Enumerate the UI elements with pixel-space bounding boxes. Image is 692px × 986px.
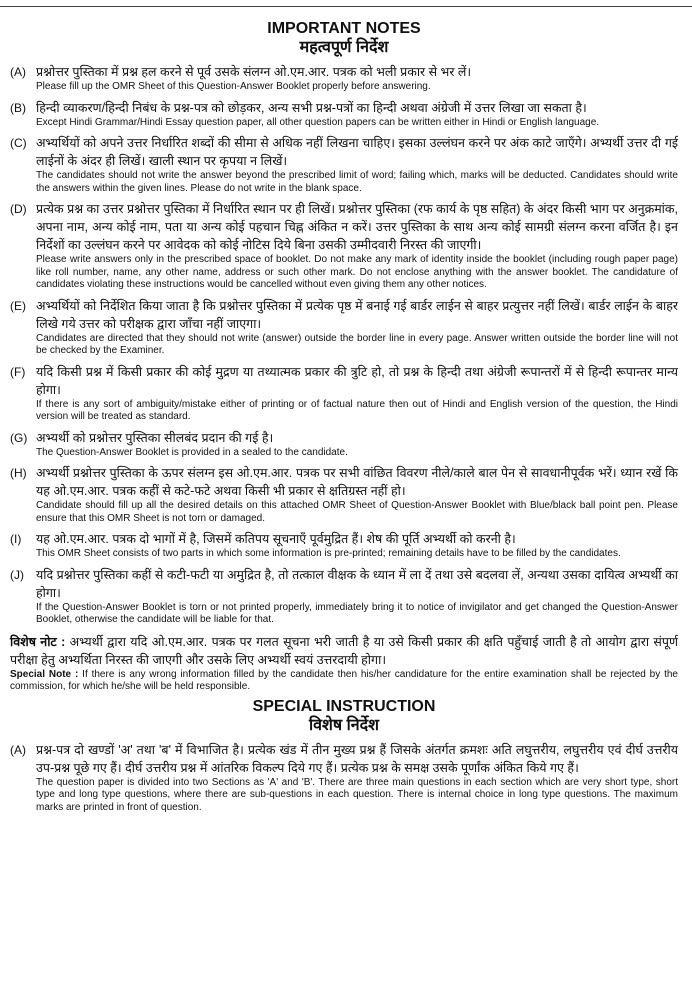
instruction-item bbox=[10, 99, 678, 130]
instruction-item bbox=[10, 134, 678, 195]
special-instruction-subtitle: विशेष निर्देश bbox=[308, 716, 379, 734]
instruction-body bbox=[36, 566, 678, 627]
instruction-hindi-text: प्रश्न-पत्र दो खण्डों 'अ' तथा 'ब' में विभाजित है। प्रत्येक खंड में तीन मुख्य प्रश्न हैं जिसके अंतर्गत क्रमशः अति लघुत्तरीय, लघुत्तरीय एवं दीर्घ उत्तरीय उप-प्रश्न पूछे गए हैं। दीर्घ उत्तरीय प्रश्न में आंतरिक विकल्प दिये गए हैं। प्रत्येक प्रश्न के समक्ष उसके पूर्णांक अंकित किये गए हैं। bbox=[36, 742, 678, 775]
instruction-body bbox=[36, 134, 678, 195]
instruction-letter: (A) bbox=[10, 742, 26, 757]
instruction-body bbox=[36, 99, 678, 130]
instruction-letter: (F) bbox=[10, 364, 26, 379]
instruction-item bbox=[10, 464, 678, 525]
instruction-letter: (J) bbox=[10, 567, 24, 582]
instruction-english-text: If the Question-Answer Booklet is torn or not printed properly, immediately bring it to notice of invigilator and get changed the Question-Answer Booklet, otherwise the candidate will be liable for that. bbox=[36, 601, 678, 625]
instruction-english-text: The question paper is divided into two Sections as 'A' and 'B'. There are three main questions in each section which are very short type, short type and long type questions, where there are sub-questions in each question. There is internal choice in long type questions. The maximum marks are printed in front of question. bbox=[36, 776, 678, 813]
special-instruction-list bbox=[10, 741, 678, 815]
instruction-hindi-text: प्रश्नोत्तर पुस्तिका में प्रश्न हल करने से पूर्व उसके संलग्न ओ.एम.आर. पत्रक को भली प्रकार से भर लें। bbox=[36, 65, 472, 79]
instruction-hindi-text: हिन्दी व्याकरण/हिन्दी निबंध के प्रश्न-पत्र को छोड़कर, अन्य सभी प्रश्न-पत्रों का हिन्दी अथवा अंग्रेजी में उत्तर लिखा जा सकता है। bbox=[36, 100, 587, 115]
instruction-english-text: The Question-Answer Booklet is provided in a sealed to the candidate. bbox=[36, 446, 348, 458]
instruction-hindi-text: यदि प्रश्नोत्तर पुस्तिका कहीं से कटी-फटी या अमुद्रित है, तो तत्काल वीक्षक के ध्यान में ला दें तथा उसे बदलवा लें, अन्यथा उसका दायित्व अभ्यर्थी का होगा। bbox=[36, 567, 678, 600]
instruction-hindi-text: यदि किसी प्रश्न में किसी प्रकार की कोई मुद्रण या तथ्यात्मक प्रकार की त्रुटि हो, तो प्रश्न के हिन्दी तथा अंग्रेजी रूपान्तरों में से हिन्दी रूपान्तर मान्य होगा। bbox=[36, 364, 678, 397]
special-note-hi-text: अभ्यर्थी द्वारा यदि ओ.एम.आर. पत्रक पर गलत सूचना भरी जाती है या उसे किसी प्रकार की क्षति पहुँचाई जाती है तो आयोग द्वारा संपूर्ण परीक्षा हेतु अभ्यर्थिता निरस्त की जाएगी और उसके लिए अभ्यर्थी स्वयं उत्तरदायी होगा। bbox=[10, 634, 678, 667]
instruction-body bbox=[36, 200, 678, 292]
instruction-body bbox=[36, 63, 678, 94]
instruction-item bbox=[10, 741, 678, 815]
instruction-body bbox=[36, 363, 678, 424]
instruction-item bbox=[10, 530, 678, 561]
instruction-english-text: Except Hindi Grammar/Hindi Essay question paper, all other question papers can be written either in Hindi or English language. bbox=[36, 116, 600, 128]
instruction-item bbox=[10, 63, 678, 94]
instruction-body bbox=[36, 429, 678, 460]
important-notes-subtitle: महत्वपूर्ण निर्देश bbox=[299, 39, 389, 56]
instruction-letter: (G) bbox=[10, 430, 28, 445]
instruction-body bbox=[36, 530, 678, 561]
important-notes-list bbox=[10, 63, 678, 627]
instruction-item bbox=[10, 363, 678, 424]
instruction-english-text: The candidates should not write the answer beyond the prescribed limit of word; failing which, marks will be deducted. Candidates should write the answers within the given lines. Please do not write in the blank space. bbox=[36, 170, 678, 194]
instruction-hindi-text: अभ्यर्थियों को अपने उत्तर निर्धारित शब्दों की सीमा से अधिक नहीं लिखना चाहिए। इसका उल्लंघन करने पर अंक काटे जाएँगे। अभ्यर्थी उत्तर दी गई लाईनों के अंदर ही लिखें। खाली स्थान पर कृपया न लिखें। bbox=[36, 136, 678, 168]
special-instruction-title: SPECIAL INSTRUCTION bbox=[252, 697, 436, 715]
instruction-item bbox=[10, 297, 678, 358]
instruction-english-text: Please write answers only in the prescribed space of booklet. Do not make any mark of identity inside the booklet (including rough paper page) like roll number, name, any other name, address or such other mark. Do not enclose anything with the answer booklet. The candidature of candidates violating these instructions would be cancelled without even giving them any other notices. bbox=[36, 254, 678, 290]
special-note-hi-label: विशेष नोट : bbox=[10, 634, 66, 649]
instruction-hindi-text: यह ओ.एम.आर. पत्रक दो भागों में है, जिसमें कतिपय सूचनाएँ पूर्वमुद्रित हैं। शेष की पूर्ति अभ्यर्थी को करनी है। bbox=[36, 532, 516, 546]
instruction-english-text: Candidate should fill up all the desired details on this attached OMR Sheet of Question-Answer Booklet with Blue/black ball point pen. Please ensure that this OMR Sheet is not torn or damaged. bbox=[36, 500, 678, 524]
instruction-body bbox=[36, 297, 678, 358]
instruction-letter: (H) bbox=[10, 466, 27, 480]
instruction-letter: (I) bbox=[10, 532, 22, 546]
special-note-en-label: Special Note : bbox=[10, 668, 79, 680]
instruction-hindi-text: अभ्यर्थियों को निर्देशित किया जाता है कि प्रश्नोत्तर पुस्तिका में प्रत्येक पृष्ठ में बनाई गई बार्डर लाईन से बाहर प्रत्युत्तर नहीं लिखें। बार्डर लाईन के बाहर लिखे गये उत्तर को परीक्षक द्वारा जाँचा नहीं जाएगा। bbox=[36, 298, 678, 331]
instruction-item bbox=[10, 429, 678, 460]
instruction-letter: (B) bbox=[10, 100, 26, 115]
important-notes-title: IMPORTANT NOTES bbox=[267, 20, 421, 37]
instruction-body bbox=[36, 464, 678, 525]
instruction-english-text: Please fill up the OMR Sheet of this Question-Answer Booklet properly before answering. bbox=[36, 81, 431, 92]
instruction-body bbox=[36, 741, 678, 815]
instruction-english-text: Candidates are directed that they should not write (answer) outside the border line in every page. Answer written outside the border line will not be checked by the Examiner. bbox=[36, 332, 678, 356]
instruction-english-text: This OMR Sheet consists of two parts in which some information is pre-printed; remaining details have to be filled by the candidates. bbox=[36, 548, 621, 559]
instruction-hindi-text: अभ्यर्थी को प्रश्नोत्तर पुस्तिका सीलबंद प्रदान की गई है। bbox=[36, 430, 274, 445]
instruction-letter: (A) bbox=[10, 65, 26, 79]
instruction-hindi-text: अभ्यर्थी प्रश्नोत्तर पुस्तिका के ऊपर संलग्न इस ओ.एम.आर. पत्रक पर सभी वांछित विवरण नीले/काले बाल पेन से सावधानीपूर्वक भरें। ध्यान रखें कि यह ओ.एम.आर. पत्रक कहीं से कटे-फटे अथवा किसी भी प्रकार से क्षतिग्रस्त नहीं हो। bbox=[36, 466, 678, 498]
instruction-hindi-text: प्रत्येक प्रश्न का उत्तर प्रश्नोत्तर पुस्तिका में निर्धारित स्थान पर ही लिखें। प्रश्नोत्तर पुस्तिका (रफ कार्य के पृष्ठ सहित) के अंदर किसी भाग पर अनुक्रमांक, अपना नाम, अन्य कोई नाम, पता या अन्य कोई पहचान चिह्न अंकित न करें। उत्तर पुस्तिका के साथ अन्य कोई सामग्री संलग्न करना वर्जित है। इन निर्देशों का उल्लंघन करने पर आवेदक को कोई नोटिस दिये बिना उसकी उम्मीदवारी निरस्त की जाएगी। bbox=[36, 202, 678, 252]
instruction-english-text: If there is any sort of ambiguity/mistake either of printing or of factual nature then out of Hindi and English version of the question, the Hindi version will be treated as standard. bbox=[36, 398, 678, 422]
top-border-line bbox=[0, 6, 692, 7]
instruction-letter: (D) bbox=[10, 202, 27, 216]
special-note-en-text: If there is any wrong information filled by the candidate then his/her candidature for the entire examination shall be rejected by the commission, for which he/she will be held responsible. bbox=[10, 668, 678, 692]
instruction-item bbox=[10, 200, 678, 292]
instruction-letter: (C) bbox=[10, 136, 27, 150]
instruction-item bbox=[10, 566, 678, 627]
instruction-letter: (E) bbox=[10, 298, 26, 313]
special-note bbox=[10, 633, 678, 694]
